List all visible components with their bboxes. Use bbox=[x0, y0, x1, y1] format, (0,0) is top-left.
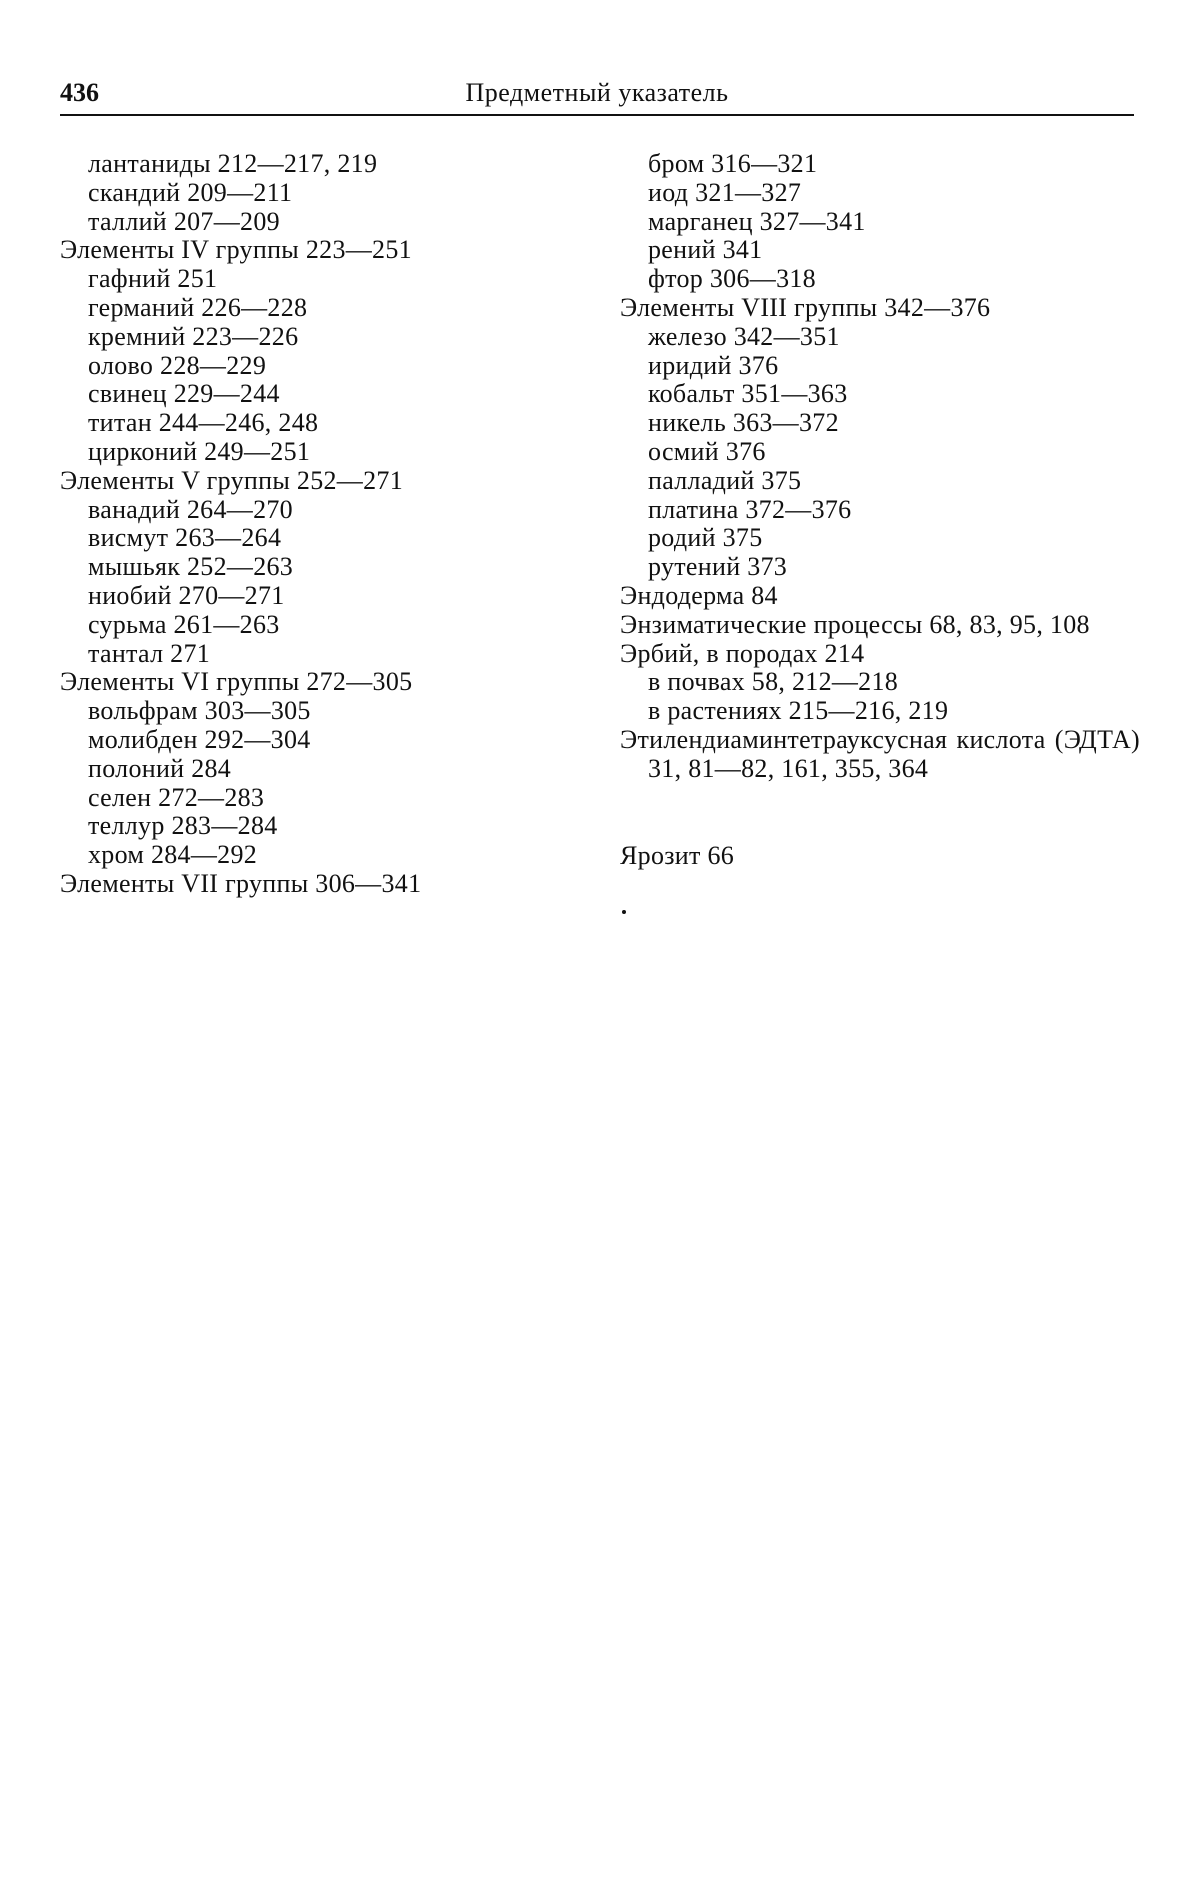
index-subentry: свинец 229—244 bbox=[88, 379, 280, 409]
index-entry: Элементы IV группы 223—251 bbox=[60, 235, 412, 265]
index-subentry: таллий 207—209 bbox=[88, 206, 280, 236]
index-subentry: в растениях 215—216, 219 bbox=[648, 696, 949, 726]
index-entry: Элементы VI группы 272—305 bbox=[60, 667, 413, 697]
index-entry: Элементы VII группы 306—341 bbox=[60, 868, 422, 898]
index-subentry: кремний 223—226 bbox=[88, 321, 299, 351]
index-entry: Этилендиаминтетрауксусная кислота (ЭДТА) 31, 81—82, 161, 355, 364 bbox=[620, 724, 1140, 783]
index-subentry: цирконий 249—251 bbox=[88, 436, 311, 466]
index-subentry: родий 375 bbox=[648, 523, 763, 553]
index-entry: Элементы VIII группы 342—376 bbox=[620, 292, 991, 322]
index-subentry: хром 284—292 bbox=[88, 840, 258, 870]
index-subentry: палладий 375 bbox=[648, 465, 802, 495]
index-subentry: ниобий 270—271 bbox=[88, 580, 285, 610]
index-subentry: германий 226—228 bbox=[88, 292, 308, 322]
index-subentry: титан 244—246, 248 bbox=[88, 408, 319, 438]
index-subentry: скандий 209—211 bbox=[88, 177, 293, 207]
index-column-right bbox=[620, 150, 1140, 870]
index-subentry: висмут 263—264 bbox=[88, 523, 282, 553]
page-number: 436 bbox=[60, 78, 99, 107]
index-subentry: тантал 271 bbox=[88, 638, 211, 668]
index-subentry: мышьяк 252—263 bbox=[88, 552, 294, 582]
index-subentry: олово 228—229 bbox=[88, 350, 267, 380]
index-subentry: рений 341 bbox=[648, 235, 763, 265]
index-subentry: полоний 284 bbox=[88, 753, 232, 783]
index-subentry: бром 316—321 bbox=[648, 149, 818, 178]
index-subentry: сурьма 261—263 bbox=[88, 609, 280, 639]
index-subentry: иридий 376 bbox=[648, 350, 779, 380]
index-subentry: селен 272—283 bbox=[88, 782, 265, 812]
index-subentry: вольфрам 303—305 bbox=[88, 696, 311, 726]
index-subentry: рутений 373 bbox=[648, 552, 788, 582]
running-title: Предметный указатель bbox=[465, 78, 729, 107]
index-entry: Энзиматические процессы 68, 83, 95, 108 bbox=[620, 609, 1090, 639]
index-subentry: ванадий 264—270 bbox=[88, 494, 293, 524]
index-entry: Ярозит 66 bbox=[620, 840, 735, 870]
index-subentry: марганец 327—341 bbox=[648, 206, 866, 236]
stray-dot-mark bbox=[622, 910, 626, 914]
index-subentry: никель 363—372 bbox=[648, 408, 839, 438]
index-subentry: кобальт 351—363 bbox=[648, 379, 848, 409]
index-entry: Элементы V группы 252—271 bbox=[60, 465, 403, 495]
index-subentry: в почвах 58, 212—218 bbox=[648, 667, 899, 697]
index-entry: Эрбий, в породах 214 bbox=[620, 638, 865, 668]
index-subentry: платина 372—376 bbox=[648, 494, 852, 524]
index-subentry: гафний 251 bbox=[88, 264, 218, 294]
index-subentry: железо 342—351 bbox=[648, 321, 840, 351]
index-subentry: молибден 292—304 bbox=[88, 724, 311, 754]
index-subentry: фтор 306—318 bbox=[648, 264, 816, 294]
index-entry: Эндодерма 84 bbox=[620, 580, 778, 610]
index-subentry: иод 321—327 bbox=[648, 177, 802, 207]
page-header bbox=[60, 74, 1134, 116]
index-subentry: лантаниды 212—217, 219 bbox=[88, 149, 378, 178]
index-subentry: теллур 283—284 bbox=[88, 811, 278, 841]
index-subentry: осмий 376 bbox=[648, 436, 766, 466]
index-column-left bbox=[60, 150, 560, 899]
